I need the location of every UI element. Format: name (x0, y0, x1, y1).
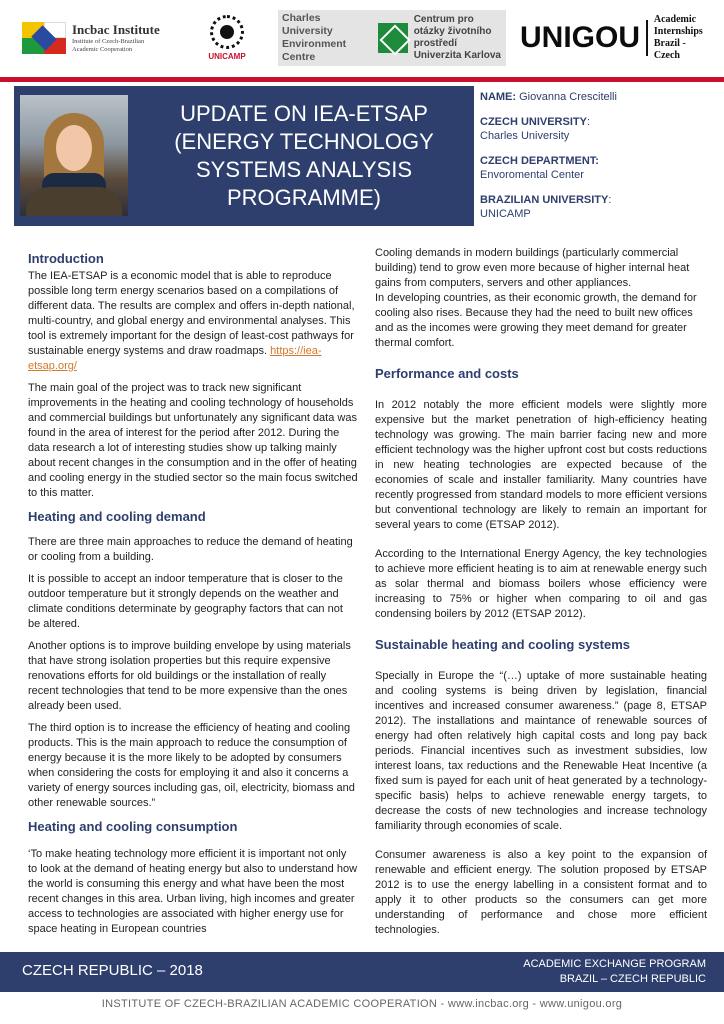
incbac-name: Incbac Institute (72, 22, 160, 37)
brazilian-university-row: BRAZILIAN UNIVERSITY: UNICAMP (480, 193, 716, 221)
title-band (14, 86, 474, 226)
name-label: NAME: (480, 91, 517, 103)
footer-program-line-2: BRAZIL – CZECH REPUBLIC (559, 973, 706, 985)
charles-env-label: Charles University Environment Centre (282, 12, 347, 63)
czech-department-row (480, 154, 716, 182)
iea-etsap-link[interactable]: https://iea-etsap.org/ (28, 345, 322, 372)
intro-paragraph-1: The IEA-ETSAP is a economic model that is able to reproduce possible long term energy scenarios based on a compilations of different data. The results are complex and offers in-depth national, multi-country, and global energy and environmental analyses. This tool is extremely important for the design of least-cost pathways for sustainable energy systems and draw roadmaps. https://iea-etsap.org/ (28, 270, 355, 372)
czech-university-row: CZECH UNIVERSITY: Charles University (480, 115, 716, 143)
bottom-credits: INSTITUTE OF CZECH-BRAZILIAN ACADEMIC COOPERATION - www.incbac.org - www.unigou.org (101, 998, 623, 1010)
sustainable-paragraph-1: Specially in Europe the “(…) uptake of more sustainable heating and cooling systems is being driven by legislation, financial incentives and increased consumer awareness.” (page 8, ETSAP 2012). The installations and maintance of renewable sources of energy had often relatively high capital costs and long pay back periods. Financial incentives such as investment subsidies, low interest loans, tax reductions and the Renewable Heat Incentive (a fixed sum is payed for each unit of heat generated by a technology-specific basis) helps to achieve renewable energy targets, to decrease the costs of new technologies and increase technology familiarity through economies of scale. (375, 670, 707, 832)
student-info (480, 90, 716, 232)
unigou-sub-2: Internships (653, 26, 703, 37)
intro-paragraph-2: The main goal of the project was to track new significant improvements in the heating and cooling technology of households and commercial buildings but unfortunately any significant data was found in the area of interest for the period after 2012. During the data research a lot of interesting studies show up talking mainly about recent changes in the consumption and in the offer of heating and cooling energy in the studied sector so the main focus switched to this matter. (28, 382, 358, 499)
czech-department-label: CZECH DEPARTMENT: (480, 155, 599, 167)
czech-university-value: Charles University (480, 130, 570, 142)
name-row (480, 90, 716, 104)
sustainable-paragraph-2: Consumer awareness is also a key point to the expansion of renewable and efficient energy. The solution proposed by ETSAP 2012 is to use the energy labelling in a consistent format and to apply it to other products so the consumers can get more understanding of performance and chose more efficient technologies. (375, 849, 707, 936)
czech-department-value: Envoromental Center (480, 169, 584, 181)
unigou-divider (646, 20, 648, 56)
demand-paragraph-3: Another options is to improve building envelope by using materials that have strong isolation properties but this require expensive renovations efforts for old buildings or the installation of really recent technologies that tend to be more expensive than the ones already been used. (28, 640, 351, 712)
page-title: UPDATE ON IEA-ETSAP (ENERGY TECHNOLOGY SYSTEMS ANALYSIS PROGRAMME) (174, 101, 434, 210)
right-column (375, 246, 707, 945)
consumption-paragraph-1: ‘To make heating technology more efficient it is important not only to look at the demand of heating energy but also to understand how the world is consuming this energy and what have been the most recent changes in this area. Urban living, high incomes and greater access to technologies are associated with higher energy use for space heating in European countries (28, 848, 358, 935)
left-column (28, 250, 358, 944)
footer-country: CZECH REPUBLIC – 2018 (22, 962, 203, 979)
footer-program-line-1: ACADEMIC EXCHANGE PROGRAM (523, 958, 706, 970)
footer-program (523, 957, 706, 987)
unicamp-label: UNICAMP (208, 52, 246, 61)
incbac-subtitle: Institute of Czech-Brazilian Academic Cooperation (72, 38, 145, 53)
demand-paragraph-2: It is possible to accept an indoor temperature that is closer to the outdoor temperature but it strongly depends on the weather and climate conditions determinate by geography factors that can not be altered. (28, 573, 343, 630)
heating-cooling-demand-heading: Heating and cooling demand (28, 509, 206, 524)
centrum-label: Centrum pro otázky životního prostředí Univerzita Karlova (413, 14, 501, 61)
demand-paragraph-4: The third option is to increase the efficiency of heating and cooling products. This is the main approach to reduce the consumption of energy because it is the more likely to be adopted by consumers when considering the costs for employing it and also it concerns a variety of energy sources including gas, oil, electricity, biomass and other renewable sources.” (28, 722, 355, 809)
performance-costs-heading: Performance and costs (375, 366, 519, 381)
incbac-flag-icon (22, 22, 66, 54)
unigou-logo (520, 10, 710, 66)
czech-university-label: CZECH UNIVERSITY (480, 116, 587, 128)
performance-paragraph-2: According to the International Energy Agency, the key technologies to achieve more efficient heating is to aim at renewable energy such as solar thermal and biomass boilers whose efficiency were increasing to 75% or higher when comparing to oil and gas condensing boilers by 2012 (ETSAP 2012). (375, 548, 707, 620)
brazilian-university-label: BRAZILIAN UNIVERSITY (480, 194, 609, 206)
footer-band (0, 952, 724, 992)
performance-paragraph-1: In 2012 notably the more efficient models were slightly more expensive but the market penetration of high-efficiency heating technology was growing. The main barrier facing new and more efficient technology was the higher upfront cost but costs reductions in new heating technologies are expected because of the economies of scale and installer familiarity. Many countries have recently progressed from standard models to more efficient versions but conventional technology are likely to remain an important for several years to come (ETSAP 2012). (375, 399, 707, 531)
charles-university-logo (278, 10, 506, 66)
unigou-sub-1: Academic (653, 14, 697, 25)
incbac-logo (22, 10, 162, 66)
cooling-demand-paragraph: Cooling demands in modern buildings (particularly commercial building) tend to grow even more because of higher internal heat gains from computers, servers and other appliances. (375, 247, 690, 289)
centrum-emblem-icon (378, 23, 407, 53)
student-photo (20, 95, 128, 216)
unicamp-emblem-icon (210, 15, 244, 49)
unicamp-logo (196, 10, 258, 66)
demand-paragraph-1: There are three main approaches to reduce the demand of heating or cooling from a building. (28, 536, 353, 563)
unigou-sub-3: Brazil - Czech (653, 38, 686, 61)
sustainable-systems-heading: Sustainable heating and cooling systems (375, 637, 631, 652)
introduction-heading: Introduction (28, 251, 104, 266)
logo-bar (0, 0, 724, 76)
unigou-wordmark: UNIGOU (520, 21, 640, 54)
developing-countries-paragraph: In developing countries, as their economic growth, the demand for cooling also rises. Because they had the need to built new offices and as the incomes were growing they meet demand for greater thermal comfort. (375, 292, 697, 349)
red-divider (0, 77, 724, 82)
brazilian-university-value: UNICAMP (480, 208, 531, 220)
heating-cooling-consumption-heading: Heating and cooling consumption (28, 819, 238, 834)
name-value: Giovanna Crescitelli (519, 91, 617, 103)
